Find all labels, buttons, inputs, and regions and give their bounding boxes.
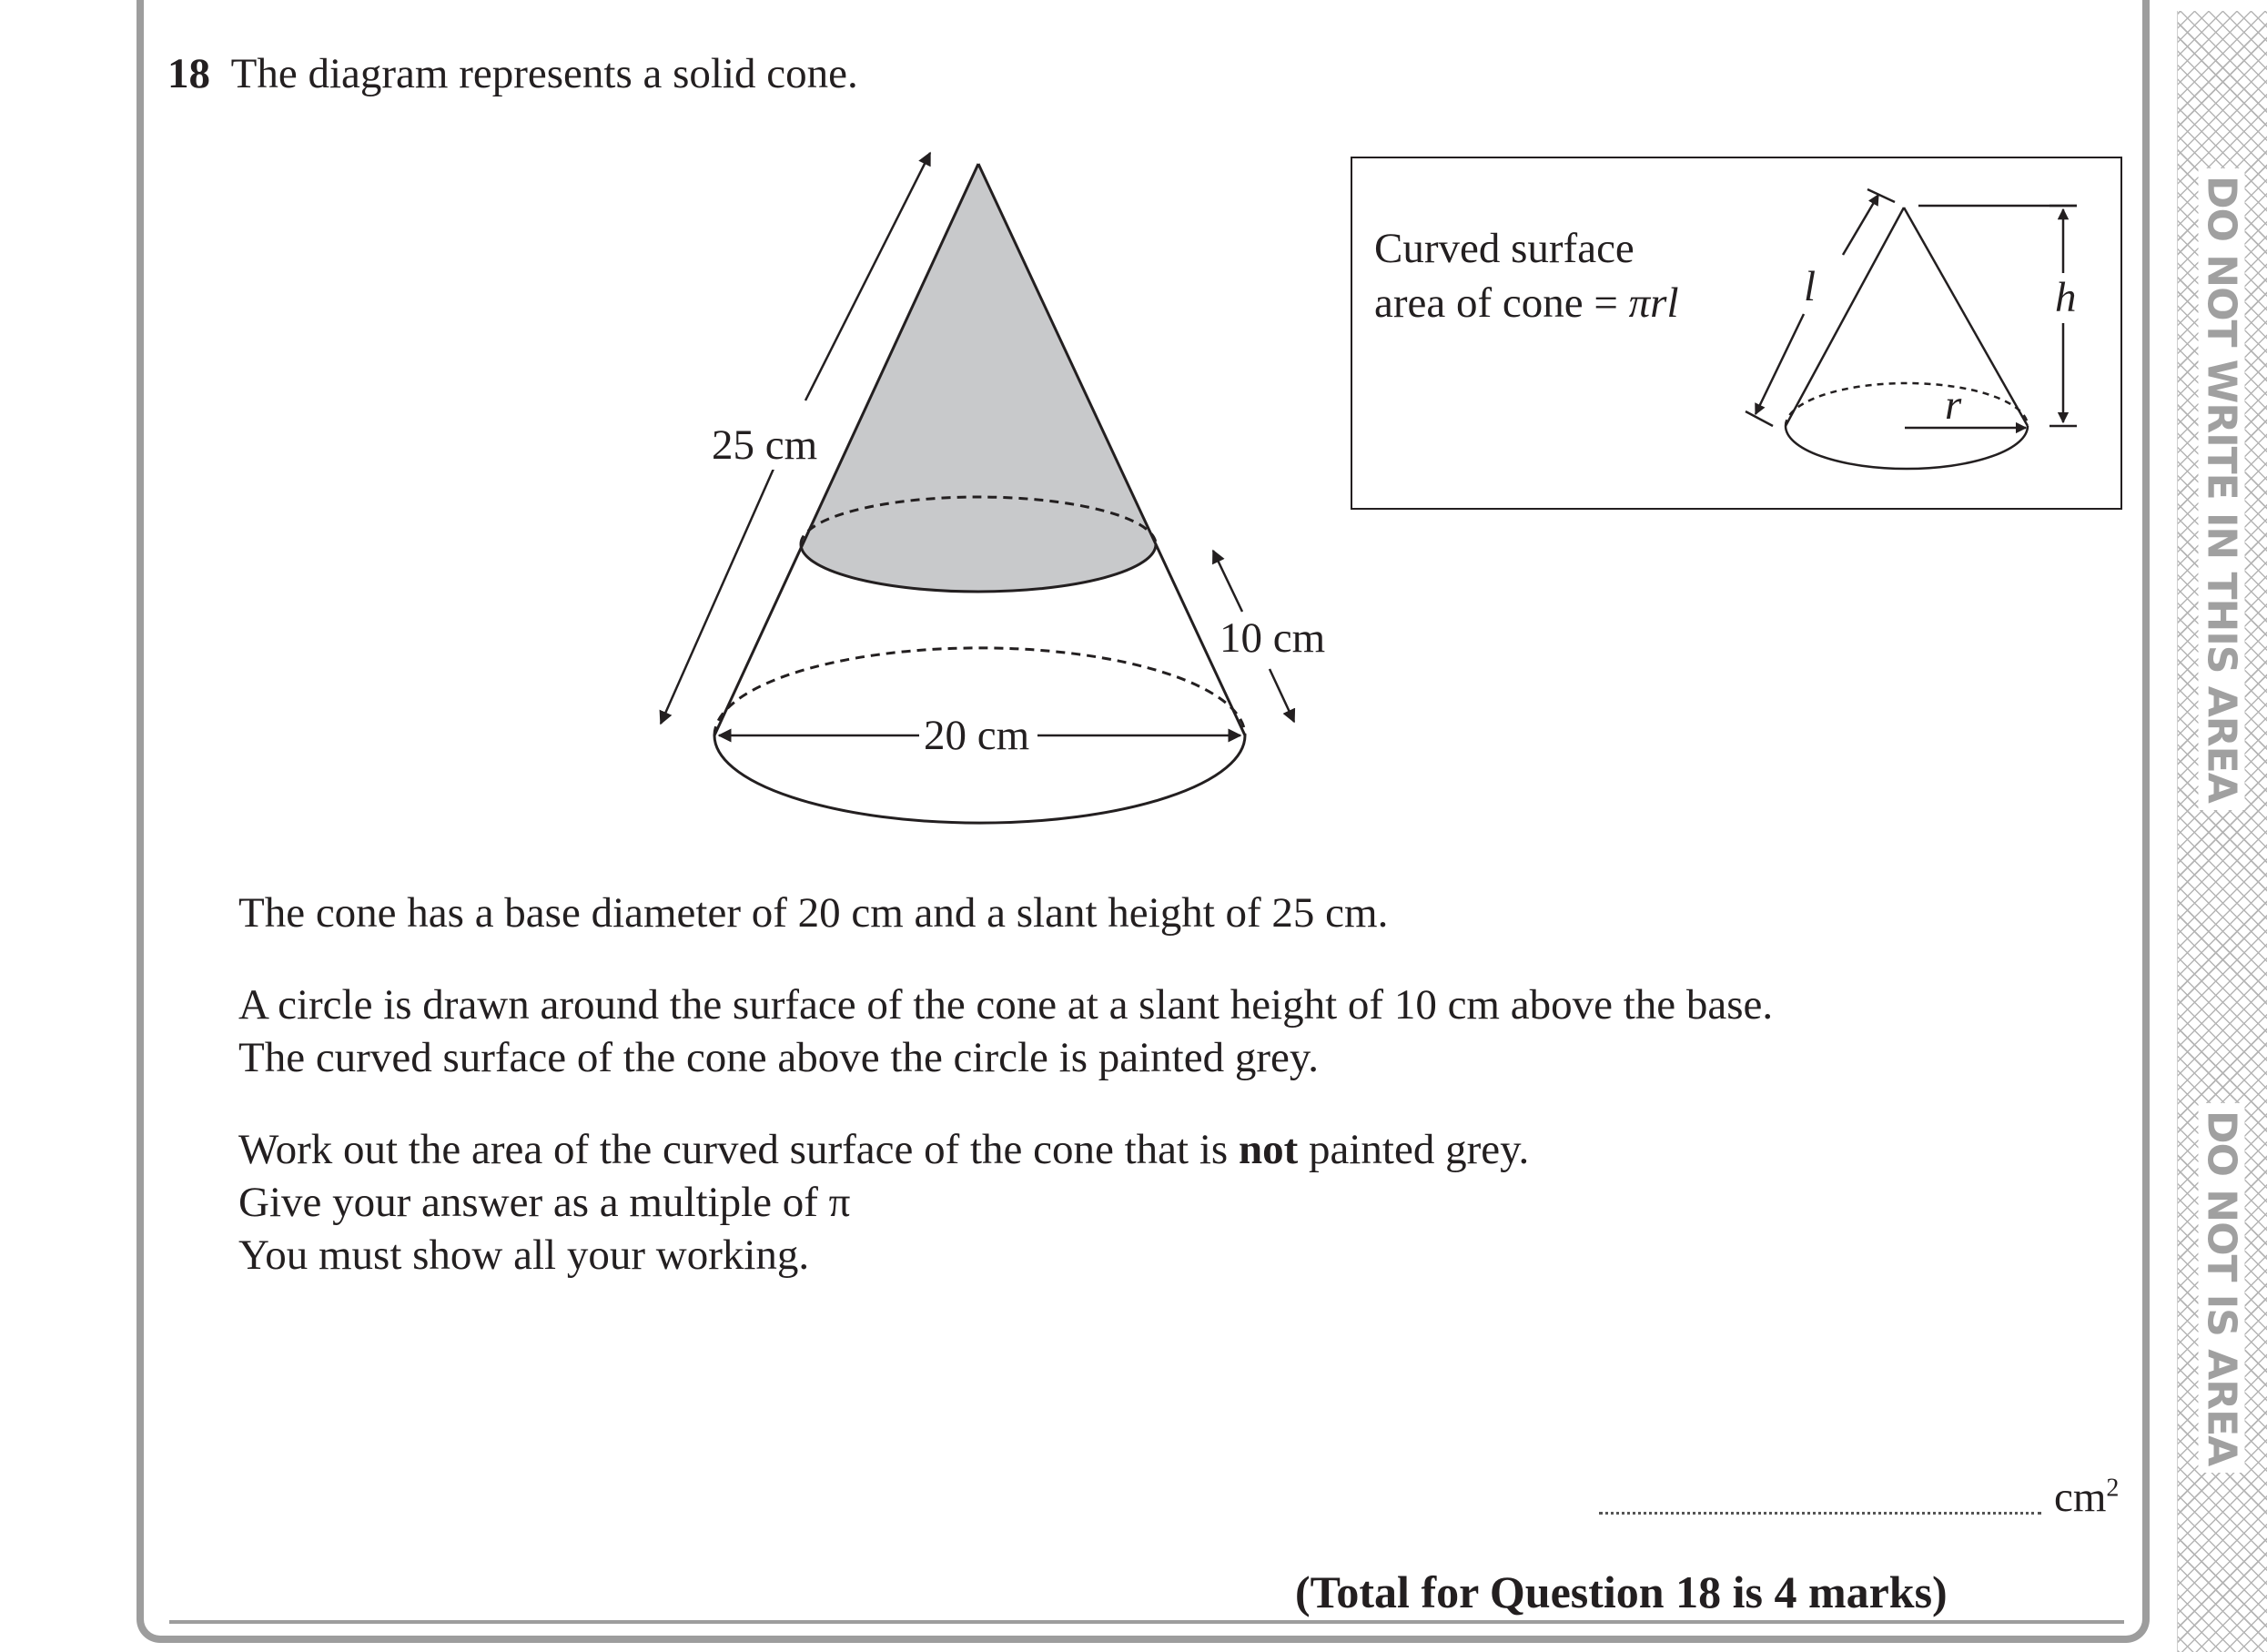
- formula-text: [1374, 221, 1679, 330]
- question-para3-line3: You must show all your working.: [238, 1231, 810, 1279]
- question-para2-line2: The curved surface of the cone above the circle is painted grey.: [238, 1034, 1320, 1081]
- formula-box: [1351, 157, 2122, 510]
- formula-expression: πrl: [1628, 279, 1679, 327]
- question-para1: The cone has a base diameter of 20 cm and a slant height of 25 cm.: [238, 889, 1389, 937]
- question-para3-line1: Work out the area of the curved surface of the cone that is not painted grey.: [238, 1126, 1530, 1173]
- shaded-cone-top: [801, 164, 1156, 592]
- question-para2-line1: A circle is drawn around the surface of the cone at a slant height of 10 cm above the base.: [238, 981, 1774, 1029]
- total-marks: (Total for Question 18 is 4 marks): [1295, 1566, 1948, 1617]
- formula-line2: area of cone = πrl: [1374, 279, 1679, 327]
- answer-line[interactable]: [1599, 1512, 2041, 1515]
- question-para3-line2: Give your answer as a multiple of π: [238, 1179, 851, 1226]
- question-number: 18: [167, 50, 210, 97]
- emphasis-not: not: [1238, 1126, 1299, 1173]
- question-intro: The diagram represents a solid cone.: [230, 50, 858, 97]
- margin-warning-top: DO NOT WRITE IN THIS AREA: [2199, 168, 2245, 810]
- label-h: h: [2055, 274, 2077, 321]
- slant-arrow-lower: [661, 469, 774, 724]
- diameter-label: 20 cm: [924, 712, 1030, 759]
- formula-line1: Curved surface: [1374, 225, 1634, 272]
- slant-height-label: 25 cm: [712, 421, 818, 469]
- bottom-rule: [169, 1620, 2124, 1624]
- label-r: r: [1945, 381, 1962, 429]
- label-l: l: [1804, 263, 1817, 310]
- lower-slant-label: 10 cm: [1220, 614, 1326, 662]
- margin-warning-bottom: DO NOT IS AREA: [2199, 1103, 2245, 1473]
- lower-slant-arrow-lower: [1270, 669, 1294, 722]
- lower-slant-arrow-upper: [1213, 551, 1242, 612]
- answer-unit: $cm^2$: [2054, 1474, 2120, 1521]
